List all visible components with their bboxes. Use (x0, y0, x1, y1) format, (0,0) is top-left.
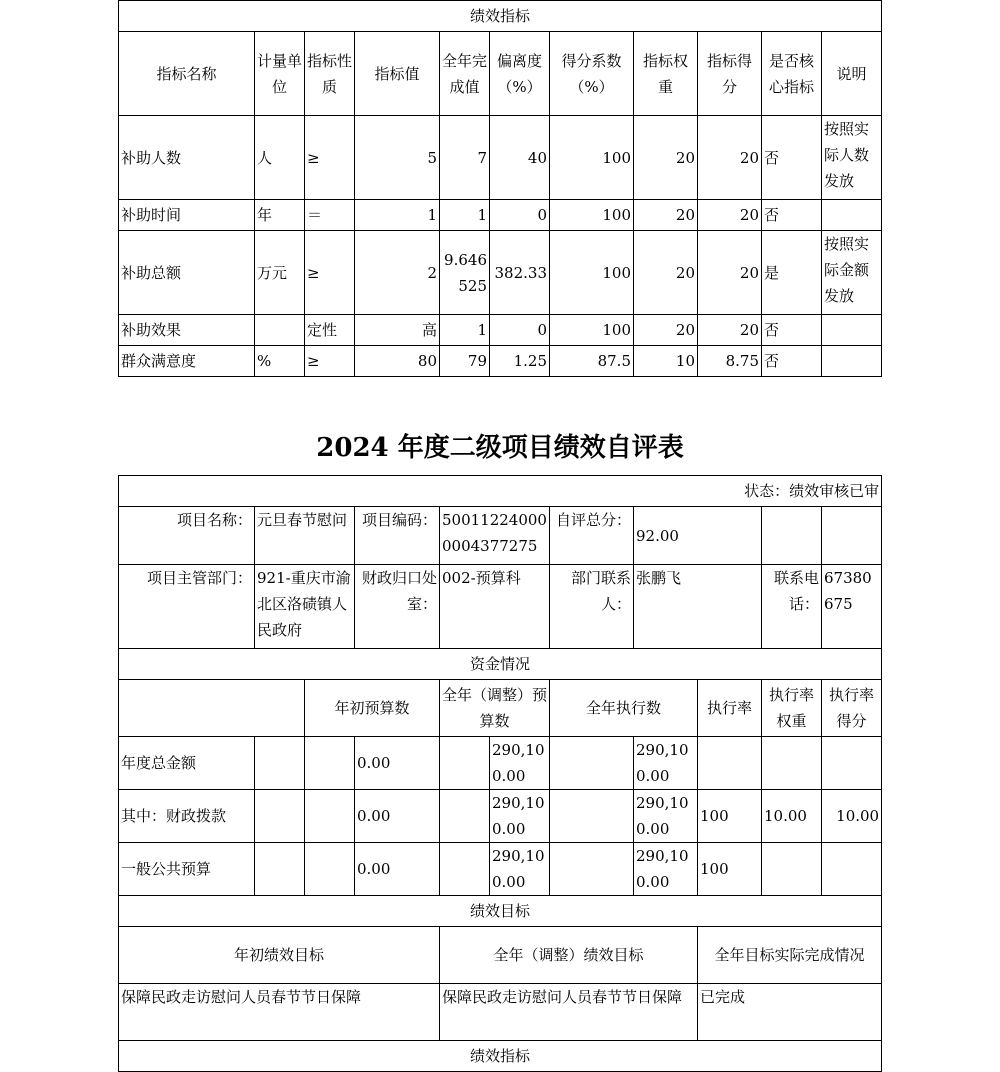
funds-label: 年度总金额 (119, 737, 255, 790)
note (822, 200, 882, 231)
page-title: 2024 年度二级项目绩效自评表 (316, 433, 684, 463)
dept-label: 项目主管部门： (119, 565, 255, 649)
is-core: 是 (762, 231, 822, 315)
col-header: 指标性质 (305, 32, 355, 116)
actual-completion: 已完成 (698, 984, 882, 1041)
table-row (119, 315, 882, 346)
funds-label: 一般公共预算 (119, 843, 255, 896)
unit: 年 (255, 200, 305, 231)
rate-weight (762, 737, 822, 790)
score-coefficient: 100 (550, 116, 634, 200)
indicator-name: 补助效果 (119, 315, 255, 346)
deviation: 382.33 (490, 231, 550, 315)
unit: 万元 (255, 231, 305, 315)
nature: ＝ (305, 200, 355, 231)
indicator-name: 补助总额 (119, 231, 255, 315)
funds-row (119, 843, 882, 896)
score-coefficient: 100 (550, 315, 634, 346)
table-row (119, 346, 882, 377)
funds-row (119, 790, 882, 843)
weight: 20 (634, 315, 698, 346)
actual-value: 1 (440, 200, 490, 231)
col-header: 偏离度（%） (490, 32, 550, 116)
finance-office: 002-预算科 (440, 565, 550, 649)
indicator-name: 群众满意度 (119, 346, 255, 377)
target-value: 5 (355, 116, 440, 200)
col-header: 指标得分 (698, 32, 762, 116)
project-code: 500112240000004377275 (440, 507, 550, 565)
table-row (119, 231, 882, 315)
section-header: 绩效指标 (119, 1, 882, 32)
phone: 67380675 (822, 565, 882, 649)
indicators-header: 绩效指标 (119, 1041, 882, 1072)
adjusted-budget: 290,100.00 (490, 790, 550, 843)
is-core: 否 (762, 200, 822, 231)
initial-budget: 0.00 (355, 737, 440, 790)
col-initial-budget: 年初预算数 (305, 680, 440, 737)
initial-goal: 保障民政走访慰问人员春节节日保障 (119, 984, 440, 1041)
rate-score (822, 843, 882, 896)
weight: 20 (634, 116, 698, 200)
col-adjusted-goal: 全年（调整）绩效目标 (440, 927, 698, 984)
funds-row (119, 737, 882, 790)
table-row (119, 116, 882, 200)
note (822, 315, 882, 346)
project-name-label: 项目名称： (119, 507, 255, 565)
actual-value: 79 (440, 346, 490, 377)
actual-value: 9.646525 (440, 231, 490, 315)
target-value: 高 (355, 315, 440, 346)
deviation: 1.25 (490, 346, 550, 377)
score-coefficient: 100 (550, 200, 634, 231)
funds-label: 其中：财政拨款 (119, 790, 255, 843)
deviation: 40 (490, 116, 550, 200)
col-actual-completion: 全年目标实际完成情况 (698, 927, 882, 984)
initial-budget: 0.00 (355, 843, 440, 896)
exec-rate: 100 (698, 790, 762, 843)
target-value: 1 (355, 200, 440, 231)
rate-score: 10.00 (822, 790, 882, 843)
contact-label: 部门联系人： (550, 565, 634, 649)
indicator-name: 补助时间 (119, 200, 255, 231)
dept: 921-重庆市渝北区洛碛镇人民政府 (255, 565, 355, 649)
note: 按照实际人数发放 (822, 116, 882, 200)
self-score: 92.00 (634, 507, 762, 565)
weight: 10 (634, 346, 698, 377)
indicator-table-top (118, 0, 882, 377)
col-header: 指标权重 (634, 32, 698, 116)
score: 20 (698, 116, 762, 200)
executed-amount: 290,100.00 (634, 790, 698, 843)
executed-amount: 290,100.00 (634, 737, 698, 790)
executed-amount: 290,100.00 (634, 843, 698, 896)
score: 20 (698, 231, 762, 315)
deviation: 0 (490, 315, 550, 346)
nature: ≥ (305, 116, 355, 200)
contact-person: 张鹏飞 (634, 565, 762, 649)
unit: % (255, 346, 305, 377)
col-initial-goal: 年初绩效目标 (119, 927, 440, 984)
score-coefficient: 100 (550, 231, 634, 315)
actual-value: 1 (440, 315, 490, 346)
finance-label: 财政归口处室： (355, 565, 440, 649)
col-executed: 全年执行数 (550, 680, 698, 737)
exec-rate (698, 737, 762, 790)
col-rate-score: 执行率得分 (822, 680, 882, 737)
status-text: 状态：绩效审核已审 (119, 476, 882, 507)
score: 8.75 (698, 346, 762, 377)
table-row (119, 200, 882, 231)
score: 20 (698, 315, 762, 346)
col-exec-rate: 执行率 (698, 680, 762, 737)
nature: 定性 (305, 315, 355, 346)
is-core: 否 (762, 116, 822, 200)
indicator-name: 补助人数 (119, 116, 255, 200)
unit (255, 315, 305, 346)
actual-value: 7 (440, 116, 490, 200)
adjusted-goal: 保障民政走访慰问人员春节节日保障 (440, 984, 698, 1041)
col-header: 全年完成值 (440, 32, 490, 116)
col-header: 是否核心指标 (762, 32, 822, 116)
col-adjusted-budget: 全年（调整）预算数 (440, 680, 550, 737)
rate-weight: 10.00 (762, 790, 822, 843)
deviation: 0 (490, 200, 550, 231)
col-header: 计量单位 (255, 32, 305, 116)
target-value: 80 (355, 346, 440, 377)
exec-rate: 100 (698, 843, 762, 896)
nature: ≥ (305, 346, 355, 377)
weight: 20 (634, 231, 698, 315)
score: 20 (698, 200, 762, 231)
project-name: 元旦春节慰问 (255, 507, 355, 565)
evaluation-form-table (118, 475, 882, 1072)
goals-header: 绩效目标 (119, 896, 882, 927)
note (822, 346, 882, 377)
score-coefficient: 87.5 (550, 346, 634, 377)
target-value: 2 (355, 231, 440, 315)
phone-label: 联系电话： (762, 565, 822, 649)
adjusted-budget: 290,100.00 (490, 737, 550, 790)
col-rate-weight: 执行率权重 (762, 680, 822, 737)
funds-header: 资金情况 (119, 649, 882, 680)
col-header: 指标值 (355, 32, 440, 116)
col-header: 指标名称 (119, 32, 255, 116)
unit: 人 (255, 116, 305, 200)
self-score-label: 自评总分： (550, 507, 634, 565)
project-code-label: 项目编码： (355, 507, 440, 565)
is-core: 否 (762, 346, 822, 377)
rate-score (822, 737, 882, 790)
col-header: 说明 (822, 32, 882, 116)
adjusted-budget: 290,100.00 (490, 843, 550, 896)
nature: ≥ (305, 231, 355, 315)
initial-budget: 0.00 (355, 790, 440, 843)
note: 按照实际金额发放 (822, 231, 882, 315)
weight: 20 (634, 200, 698, 231)
col-header: 得分系数（%） (550, 32, 634, 116)
rate-weight (762, 843, 822, 896)
is-core: 否 (762, 315, 822, 346)
